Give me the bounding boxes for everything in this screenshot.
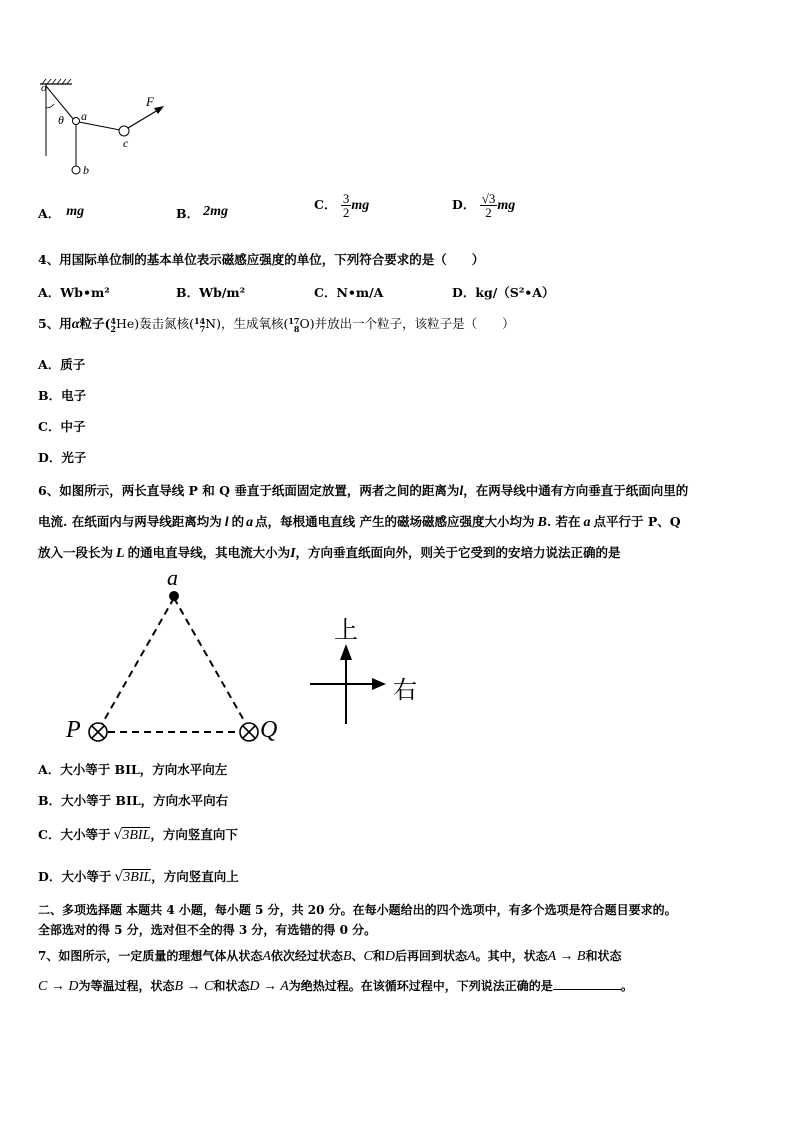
label-F: F	[146, 94, 154, 109]
q5-option-b: B．电子	[38, 388, 87, 403]
q4-option-a: A．Wb•m²	[38, 285, 110, 300]
label-a: a	[81, 109, 87, 123]
q5-option-a: A．质子	[38, 357, 86, 372]
fig-label-right: 右	[393, 676, 417, 704]
fig-label-up: 上	[334, 616, 358, 644]
fig-label-Q: Q	[260, 717, 278, 743]
q5-stem: 5、用α粒子( 4 2 He)轰击氮核( 14 7 N)，生成氧核( 17 8 O)并放出一个粒子，该粒子是（ ）	[38, 315, 515, 334]
label-o: o	[41, 82, 47, 94]
q6-stem-line3: 放入一段长为 L 的通电直导线，其电流大小为I，方向垂直纸面向外，则关于它受到的安培力说法正确的是	[38, 545, 621, 561]
pendulum-figure	[30, 78, 180, 190]
q3-option-b: B． 2mg	[176, 204, 228, 221]
q7-stem-line2: C → D为等温过程，状态B → C和状态D → A为绝热过程。在该循环过程中，下列说法正确的是 。	[38, 979, 633, 994]
q3-option-a: A． mg	[38, 204, 85, 221]
q5-option-c: C．中子	[38, 419, 86, 434]
section2-heading-line2: 全部选对的得 5 分，选对但不全的得 3 分，有选错的得 0 分。	[38, 923, 377, 937]
q7-stem-line1: 7、如图所示，一定质量的理想气体从状态A依次经过状态B、C和D后再回到状态A。其中，状态A → B和状态	[38, 949, 622, 964]
q4-stem: 4、用国际单位制的基本单位表示磁感应强度的单位，下列符合要求的是（ ）	[38, 252, 485, 267]
q3-option-c: C． $\frac{3}{2}$ mg	[314, 191, 370, 220]
wires-triangle-figure	[60, 566, 440, 751]
fig-label-P: P	[66, 717, 81, 743]
label-b: b	[83, 163, 89, 177]
q4-option-d: D．kg/（S²•A）	[452, 285, 555, 300]
q5-option-d: D．光子	[38, 450, 87, 465]
q4-option-b: B．Wb/m²	[176, 285, 246, 300]
q4-option-c: C．N•m/A	[314, 285, 384, 300]
q6-option-c: C．大小等于 √3BIL，方向竖直向下	[38, 827, 238, 843]
fig-label-a: a	[167, 565, 178, 590]
label-theta: θ	[58, 113, 64, 127]
q6-stem-line2: 电流. 在纸面内与两导线距离均为 l 的 a 点，每根通电直线 产生的磁场磁感应强度大小均为 B. 若在 a 点平行于 P、Q	[38, 514, 681, 530]
q6-option-d: D．大小等于 √3BIL，方向竖直向上	[38, 869, 239, 885]
q6-option-b: B．大小等于 BIL，方向水平向右	[38, 793, 229, 808]
answer-blank[interactable]	[553, 977, 621, 990]
q6-stem-line1: 6、如图所示，两长直导线 P 和 Q 垂直于纸面固定放置，两者之间的距离为l，在两导线中通有方向垂直于纸面向里的	[38, 483, 689, 499]
q3-option-d: D． $\frac{√3}{2}$ mg	[452, 191, 516, 220]
section2-heading-line1: 二、多项选择题 本题共 4 小题，每小题 5 分，共 20 分。在每小题给出的四个选项中，有多个选项是符合题目要求的。	[38, 903, 677, 917]
label-c: c	[123, 136, 129, 150]
q6-option-a: A．大小等于 BIL，方向水平向左	[38, 762, 228, 777]
